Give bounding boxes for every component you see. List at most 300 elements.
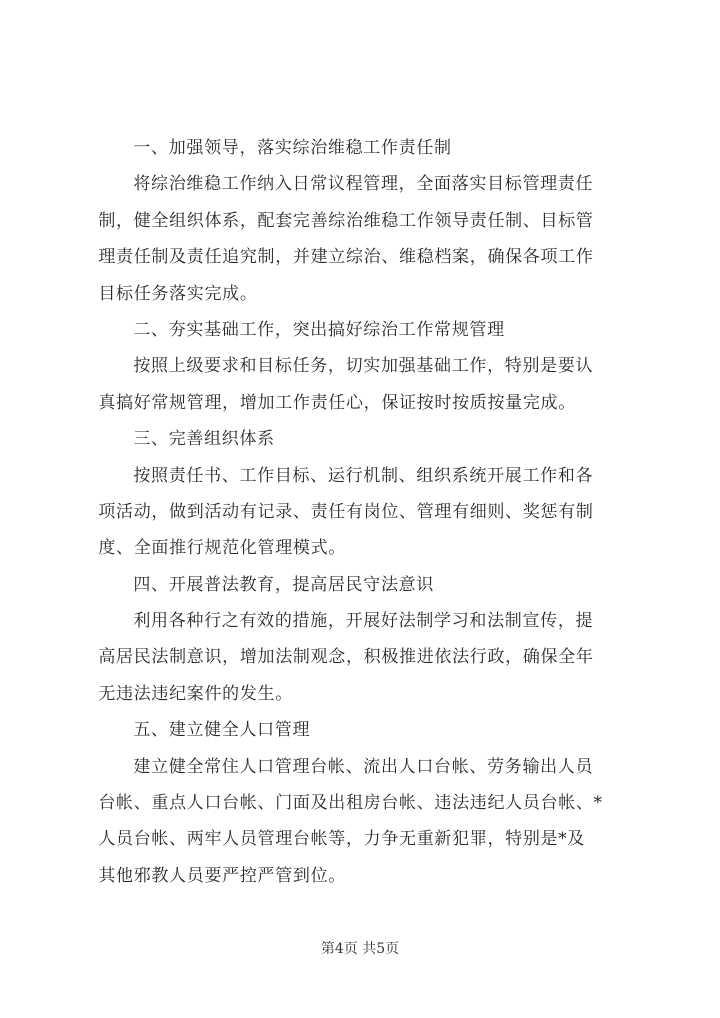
character: 输 <box>522 756 540 777</box>
character: 模 <box>292 538 310 559</box>
character: 目 <box>487 174 505 195</box>
character: 记 <box>257 501 275 522</box>
character: 组 <box>204 429 222 450</box>
character: 宣 <box>522 611 540 632</box>
character: 理 <box>487 319 505 340</box>
character: 并 <box>292 247 310 268</box>
character: ， <box>327 356 345 377</box>
character: 体 <box>204 210 222 231</box>
character: 念 <box>328 647 346 668</box>
character: 开 <box>487 465 505 486</box>
character: 基 <box>204 319 222 340</box>
character: 特 <box>504 356 522 377</box>
paragraph-line <box>98 785 602 821</box>
character: 法 <box>221 574 239 595</box>
character: 出 <box>310 319 328 340</box>
character: 别 <box>522 829 540 850</box>
character: 实 <box>363 356 381 377</box>
character: 惩 <box>540 501 558 522</box>
character: 奖 <box>522 501 540 522</box>
character: 入 <box>274 174 292 195</box>
character: 规 <box>451 319 469 340</box>
character: 全 <box>558 647 576 668</box>
character: 口 <box>257 756 275 777</box>
character: 种 <box>186 611 204 632</box>
character: 维 <box>327 138 345 158</box>
character: 学 <box>434 611 452 632</box>
character: 台 <box>381 793 399 814</box>
character: 员 <box>186 865 204 886</box>
character: 台 <box>222 793 240 814</box>
character: 、 <box>345 756 363 777</box>
character: 五 <box>133 720 151 741</box>
document-body <box>98 130 602 894</box>
character: 础 <box>221 319 239 340</box>
character: 工 <box>239 319 257 340</box>
character: 工 <box>275 392 293 413</box>
character: 级 <box>186 356 204 377</box>
character: 工 <box>363 138 381 158</box>
character: 新 <box>434 829 452 850</box>
character: 制 <box>292 647 310 668</box>
character: * <box>558 829 567 850</box>
character: 房 <box>363 793 381 814</box>
character: 行 <box>186 538 204 559</box>
character: 建 <box>310 247 328 268</box>
character: 照 <box>151 465 169 486</box>
character: 重 <box>416 829 434 850</box>
character: 人 <box>505 793 523 814</box>
character: 成 <box>540 392 558 413</box>
character: 台 <box>133 829 151 850</box>
character: 高 <box>98 647 116 668</box>
character: 、 <box>257 793 275 814</box>
character: 责 <box>116 247 134 268</box>
character: ， <box>505 647 523 668</box>
character: 工 <box>558 247 576 268</box>
character: 搞 <box>116 392 134 413</box>
character: 台 <box>310 756 328 777</box>
character: 纪 <box>169 683 187 704</box>
character: 保 <box>540 647 558 668</box>
character: 度 <box>98 538 116 559</box>
character: 流 <box>363 756 381 777</box>
section-heading <box>98 421 598 457</box>
character: 有 <box>239 501 257 522</box>
character: 纳 <box>257 174 275 195</box>
character: 认 <box>575 356 593 377</box>
character: 发 <box>239 683 257 704</box>
character: 责 <box>310 501 328 522</box>
character: 。 <box>328 865 346 886</box>
character: 完 <box>168 429 186 450</box>
page-number: 第4页 共5页 <box>320 941 400 957</box>
character: 要 <box>557 356 575 377</box>
character: 将 <box>133 174 151 195</box>
character: 劳 <box>487 756 505 777</box>
character: 员 <box>239 829 257 850</box>
character: 组 <box>416 465 434 486</box>
character: ， <box>116 210 134 231</box>
character: 。 <box>275 683 293 704</box>
character: 治 <box>363 247 381 268</box>
paragraph-line <box>98 530 598 566</box>
character: 、 <box>310 465 328 486</box>
character: 确 <box>522 647 540 668</box>
character: 他 <box>116 865 134 886</box>
character: 全 <box>186 756 204 777</box>
character: 法 <box>275 647 293 668</box>
character: ， <box>345 647 363 668</box>
character: 全 <box>133 538 151 559</box>
character: 加 <box>380 356 398 377</box>
character: 综 <box>328 210 346 231</box>
character: 项 <box>540 247 558 268</box>
character: 管 <box>469 319 487 340</box>
character: 违 <box>434 793 452 814</box>
character: 法 <box>133 683 151 704</box>
character: 目 <box>274 465 292 486</box>
character: ， <box>239 210 257 231</box>
character: 综 <box>151 174 169 195</box>
character: ， <box>363 392 381 413</box>
character: 按 <box>416 392 434 413</box>
character: ， <box>487 356 505 377</box>
character: ， <box>151 501 169 522</box>
character: 量 <box>505 392 523 413</box>
character: 完 <box>292 210 310 231</box>
character: 切 <box>345 356 363 377</box>
character: 统 <box>469 465 487 486</box>
character: 程 <box>345 174 363 195</box>
character: 立 <box>328 247 346 268</box>
character: 时 <box>434 392 452 413</box>
character: 制 <box>434 138 452 158</box>
character: 常 <box>151 392 169 413</box>
character: 制 <box>257 247 275 268</box>
character: 教 <box>239 574 257 595</box>
character: 之 <box>221 611 239 632</box>
character: 施 <box>310 611 328 632</box>
character: 领 <box>434 210 452 231</box>
character: 搞 <box>327 319 345 340</box>
character: 任 <box>186 465 204 486</box>
character: 完 <box>204 283 222 304</box>
character: 制 <box>416 611 434 632</box>
character: 高 <box>310 574 328 595</box>
character: 稳 <box>204 174 222 195</box>
character: 各 <box>575 465 593 486</box>
character: 行 <box>204 611 222 632</box>
character: 追 <box>222 247 240 268</box>
character: 两 <box>186 829 204 850</box>
character: 推 <box>399 647 417 668</box>
character: 传 <box>540 611 558 632</box>
character: 各 <box>522 247 540 268</box>
character: 罪 <box>469 829 487 850</box>
character: 任 <box>487 210 505 231</box>
character: 和 <box>239 356 257 377</box>
character: ， <box>345 829 363 850</box>
character: 强 <box>186 138 204 158</box>
character: 健 <box>168 756 186 777</box>
character: 件 <box>204 683 222 704</box>
character: 任 <box>328 501 346 522</box>
character: 人 <box>169 865 187 886</box>
character: 人 <box>98 829 116 850</box>
character: 帐 <box>151 829 169 850</box>
character: 无 <box>98 683 116 704</box>
paragraph-line <box>98 749 598 785</box>
character: 善 <box>310 210 328 231</box>
character: 作 <box>540 465 558 486</box>
character: 严 <box>222 865 240 886</box>
character: 领 <box>204 138 222 158</box>
character: 管 <box>257 538 275 559</box>
character: 等 <box>328 829 346 850</box>
character: 案 <box>452 247 470 268</box>
character: 务 <box>310 356 328 377</box>
character: 运 <box>327 465 345 486</box>
character: 常 <box>204 756 222 777</box>
character: 、 <box>292 501 310 522</box>
character: 面 <box>292 793 310 814</box>
character: ， <box>274 319 292 340</box>
character: 三 <box>133 429 151 450</box>
character: 及 <box>310 793 328 814</box>
character: 行 <box>345 465 363 486</box>
character: 目 <box>540 210 558 231</box>
character: 人 <box>557 756 575 777</box>
character: 任 <box>416 138 434 158</box>
character: 法 <box>452 647 470 668</box>
character: 普 <box>204 574 222 595</box>
character: 、 <box>399 501 417 522</box>
character: 观 <box>310 647 328 668</box>
character: 管 <box>416 501 434 522</box>
character: 依 <box>434 647 452 668</box>
character: 居 <box>116 647 134 668</box>
character: 帐 <box>558 793 576 814</box>
character: 任 <box>204 247 222 268</box>
character: ， <box>222 647 240 668</box>
character: 好 <box>380 611 398 632</box>
character: ， <box>557 611 575 632</box>
character: 作 <box>257 319 275 340</box>
character: 系 <box>257 429 275 450</box>
character: 民 <box>133 647 151 668</box>
character: 力 <box>363 829 381 850</box>
character: 帐 <box>399 793 417 814</box>
character: 突 <box>292 319 310 340</box>
character: 标 <box>292 465 310 486</box>
character: 动 <box>222 501 240 522</box>
character: 常 <box>310 174 328 195</box>
character: 管 <box>257 829 275 850</box>
character: 础 <box>434 356 452 377</box>
character: 帐 <box>310 829 328 850</box>
character: 的 <box>222 683 240 704</box>
character: 导 <box>221 138 239 158</box>
character: 目 <box>98 283 116 304</box>
character: 到 <box>186 501 204 522</box>
character: 任 <box>133 283 151 304</box>
character: 织 <box>186 210 204 231</box>
character: 各 <box>168 611 186 632</box>
character: 加 <box>257 392 275 413</box>
character: 系 <box>222 210 240 231</box>
character: 责 <box>398 138 416 158</box>
character: 法 <box>452 793 470 814</box>
character: 有 <box>558 501 576 522</box>
character: ， <box>469 247 487 268</box>
character: 面 <box>434 174 452 195</box>
character: 管 <box>275 865 293 886</box>
character: 作 <box>416 210 434 231</box>
character: 确 <box>487 247 505 268</box>
character: 管 <box>186 392 204 413</box>
character: 保 <box>381 392 399 413</box>
character: 作 <box>292 392 310 413</box>
character: 实 <box>274 138 292 158</box>
character: 口 <box>257 720 275 741</box>
character: ， <box>222 392 240 413</box>
character: 理 <box>204 392 222 413</box>
character: 提 <box>575 611 593 632</box>
character: 、 <box>575 793 593 814</box>
character: 案 <box>186 683 204 704</box>
character: 员 <box>522 793 540 814</box>
character: 识 <box>416 574 434 595</box>
character: 行 <box>469 647 487 668</box>
character: 、 <box>133 793 151 814</box>
character: 日 <box>292 174 310 195</box>
character: 、 <box>221 465 239 486</box>
character: 及 <box>169 247 187 268</box>
character: 有 <box>239 611 257 632</box>
character: 实 <box>469 174 487 195</box>
character: 出 <box>328 793 346 814</box>
character: 位 <box>381 501 399 522</box>
character: 员 <box>575 756 593 777</box>
character: 好 <box>133 392 151 413</box>
character: 有 <box>345 501 363 522</box>
character: 人 <box>239 720 257 741</box>
character: 无 <box>399 829 417 850</box>
character: 标 <box>116 283 134 304</box>
character: 。 <box>328 538 346 559</box>
character: ， <box>487 829 505 850</box>
section-heading <box>98 312 598 348</box>
character: 管 <box>363 174 381 195</box>
character: 规 <box>169 392 187 413</box>
character: 理 <box>434 501 452 522</box>
character: ， <box>275 247 293 268</box>
character: 工 <box>451 356 469 377</box>
character: 法 <box>151 647 169 668</box>
character: 口 <box>204 793 222 814</box>
character: 、 <box>116 538 134 559</box>
character: 标 <box>504 174 522 195</box>
character: 求 <box>221 356 239 377</box>
paragraph-line <box>98 276 598 312</box>
character: 作 <box>416 319 434 340</box>
character: 治 <box>380 319 398 340</box>
character: 工 <box>221 174 239 195</box>
character: 提 <box>292 574 310 595</box>
character: 管 <box>274 720 292 741</box>
character: 位 <box>310 865 328 886</box>
character: 面 <box>151 538 169 559</box>
character: 出 <box>540 756 558 777</box>
character: 、 <box>522 210 540 231</box>
character: 帐 <box>327 756 345 777</box>
character: 一 <box>133 138 151 158</box>
character: 及 <box>567 829 585 850</box>
character: 理 <box>292 720 310 741</box>
character: 项 <box>98 501 116 522</box>
character: 落 <box>451 174 469 195</box>
character: 落 <box>257 138 275 158</box>
paragraph-line <box>98 639 598 675</box>
character: 政 <box>487 647 505 668</box>
paragraph-line <box>98 458 598 494</box>
character: 全 <box>151 210 169 231</box>
character: 牢 <box>204 829 222 850</box>
character: 帐 <box>116 793 134 814</box>
character: 租 <box>345 793 363 814</box>
character: 要 <box>204 356 222 377</box>
character: ， <box>327 611 345 632</box>
character: 、 <box>151 720 169 741</box>
character: 化 <box>239 538 257 559</box>
character: 出 <box>380 756 398 777</box>
character: 目 <box>257 356 275 377</box>
paragraph-line <box>98 821 598 857</box>
character: 特 <box>505 829 523 850</box>
character: 织 <box>434 465 452 486</box>
character: 组 <box>169 210 187 231</box>
character: 住 <box>221 756 239 777</box>
character: 维 <box>399 247 417 268</box>
character: 、 <box>398 465 416 486</box>
paragraph-line <box>98 494 598 530</box>
character: 员 <box>116 829 134 850</box>
character: 规 <box>204 538 222 559</box>
character: 证 <box>399 392 417 413</box>
character: 全 <box>221 720 239 741</box>
character: 配 <box>257 210 275 231</box>
character: 帐 <box>451 756 469 777</box>
character: 加 <box>168 138 186 158</box>
character: 争 <box>381 829 399 850</box>
character: 展 <box>363 611 381 632</box>
paragraph-line <box>98 385 598 421</box>
character: 台 <box>292 829 310 850</box>
character: 制 <box>169 647 187 668</box>
character: 理 <box>275 829 293 850</box>
character: 式 <box>310 538 328 559</box>
character: 录 <box>275 501 293 522</box>
character: 究 <box>239 247 257 268</box>
character: 法 <box>487 611 505 632</box>
character: 、 <box>381 247 399 268</box>
character: 立 <box>186 720 204 741</box>
character: 综 <box>345 247 363 268</box>
character: 细 <box>469 501 487 522</box>
character: 制 <box>575 501 593 522</box>
character: 上 <box>168 356 186 377</box>
